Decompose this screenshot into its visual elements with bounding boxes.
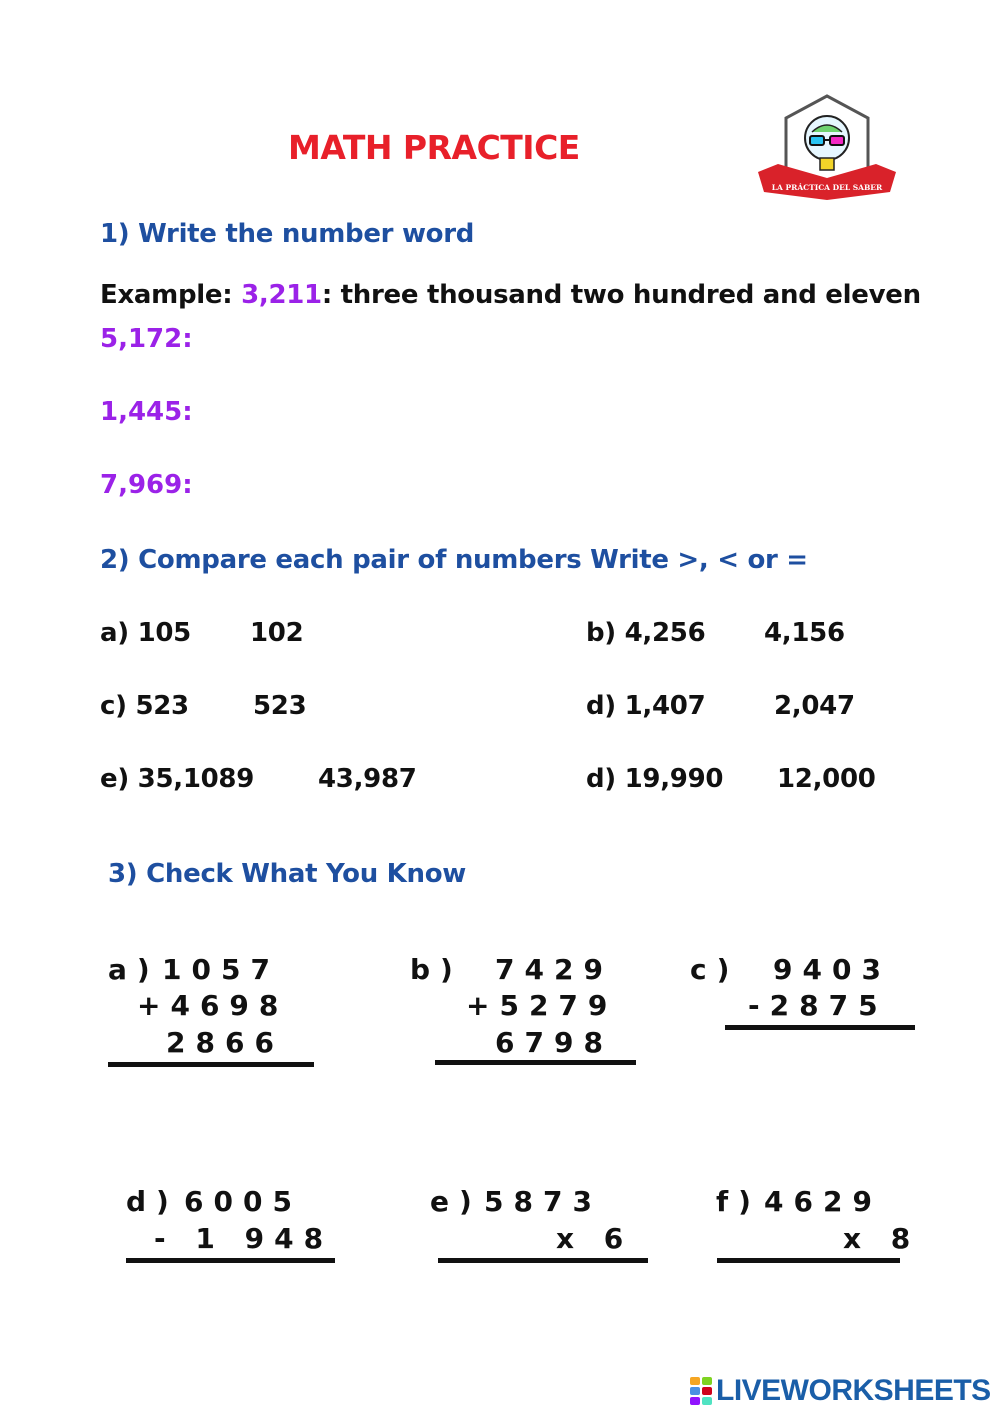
number-item-2: 1,445: xyxy=(100,397,193,427)
problem-b-label: b) xyxy=(410,953,463,986)
page-title: MATH PRACTICE xyxy=(288,128,580,167)
compare-pair-e: e) 35,1089 xyxy=(100,764,254,794)
compare-second-f: 12,000 xyxy=(777,764,876,794)
problem-c-label: c) xyxy=(690,953,740,986)
problem-f-operand: x 8 xyxy=(843,1222,921,1255)
compare-second-e: 43,987 xyxy=(318,764,417,794)
problem-d-label: d) xyxy=(126,1185,179,1218)
problem-a-top: 1057 xyxy=(162,953,280,986)
logo-banner-text: LA PRÁCTICA DEL SABER xyxy=(771,183,883,192)
problem-d-line xyxy=(126,1258,335,1263)
compare-pair-b: b) 4,256 xyxy=(586,618,706,648)
compare-pair-d: d) 1,407 xyxy=(586,691,706,721)
problem-f-label: f) xyxy=(716,1185,761,1218)
problem-e-line xyxy=(438,1258,648,1263)
example-suffix: : three thousand two hundred and eleven xyxy=(321,280,921,310)
example-prefix: Example: xyxy=(100,280,242,310)
problem-a-line xyxy=(108,1062,314,1067)
example-number: 3,211 xyxy=(241,280,322,310)
compare-first: a) 105 xyxy=(100,618,191,648)
section1-heading: 1) Write the number word xyxy=(100,219,475,249)
problem-b-top: 7429 xyxy=(495,953,613,986)
problem-e-label: e) xyxy=(430,1185,482,1218)
compare-second-c: 523 xyxy=(253,691,307,721)
example-line xyxy=(100,280,921,310)
problem-a-answer: 2866 xyxy=(166,1026,284,1059)
liveworksheets-brand[interactable] xyxy=(690,1374,991,1408)
problem-a-label: a) xyxy=(108,953,160,986)
problem-e-operand: x 6 xyxy=(556,1222,634,1255)
section3-heading: 3) Check What You Know xyxy=(108,859,467,889)
problem-c-top: 9403 xyxy=(773,953,891,986)
compare-pair-a xyxy=(100,618,191,648)
problem-f-top: 4629 xyxy=(764,1185,882,1218)
compare-pair-f: d) 19,990 xyxy=(586,764,724,794)
liveworksheets-logo-icon xyxy=(690,1377,712,1405)
problem-b-line xyxy=(435,1060,636,1065)
compare-second-a: 102 xyxy=(250,618,304,648)
compare-second-d: 2,047 xyxy=(774,691,855,721)
compare-second-b: 4,156 xyxy=(764,618,845,648)
problem-c-operand: -2875 xyxy=(748,989,888,1022)
problem-b-answer: 6798 xyxy=(495,1026,613,1059)
problem-d-top: 6005 xyxy=(184,1185,302,1218)
compare-pair-c: c) 523 xyxy=(100,691,189,721)
section2-heading: 2) Compare each pair of numbers Write >, < or = xyxy=(100,545,808,575)
la-practica-del-saber-logo xyxy=(752,92,902,204)
problem-d-operand: - 1 948 xyxy=(154,1222,334,1255)
problem-c-line xyxy=(725,1025,915,1030)
number-item-1: 5,172: xyxy=(100,324,193,354)
number-item-3: 7,969: xyxy=(100,470,193,500)
liveworksheets-text: LIVEWORKSHEETS xyxy=(716,1374,991,1407)
problem-a-operand: +4698 xyxy=(137,989,289,1022)
problem-e-top: 5873 xyxy=(484,1185,602,1218)
problem-f-line xyxy=(717,1258,900,1263)
problem-b-operand: +5279 xyxy=(466,989,618,1022)
